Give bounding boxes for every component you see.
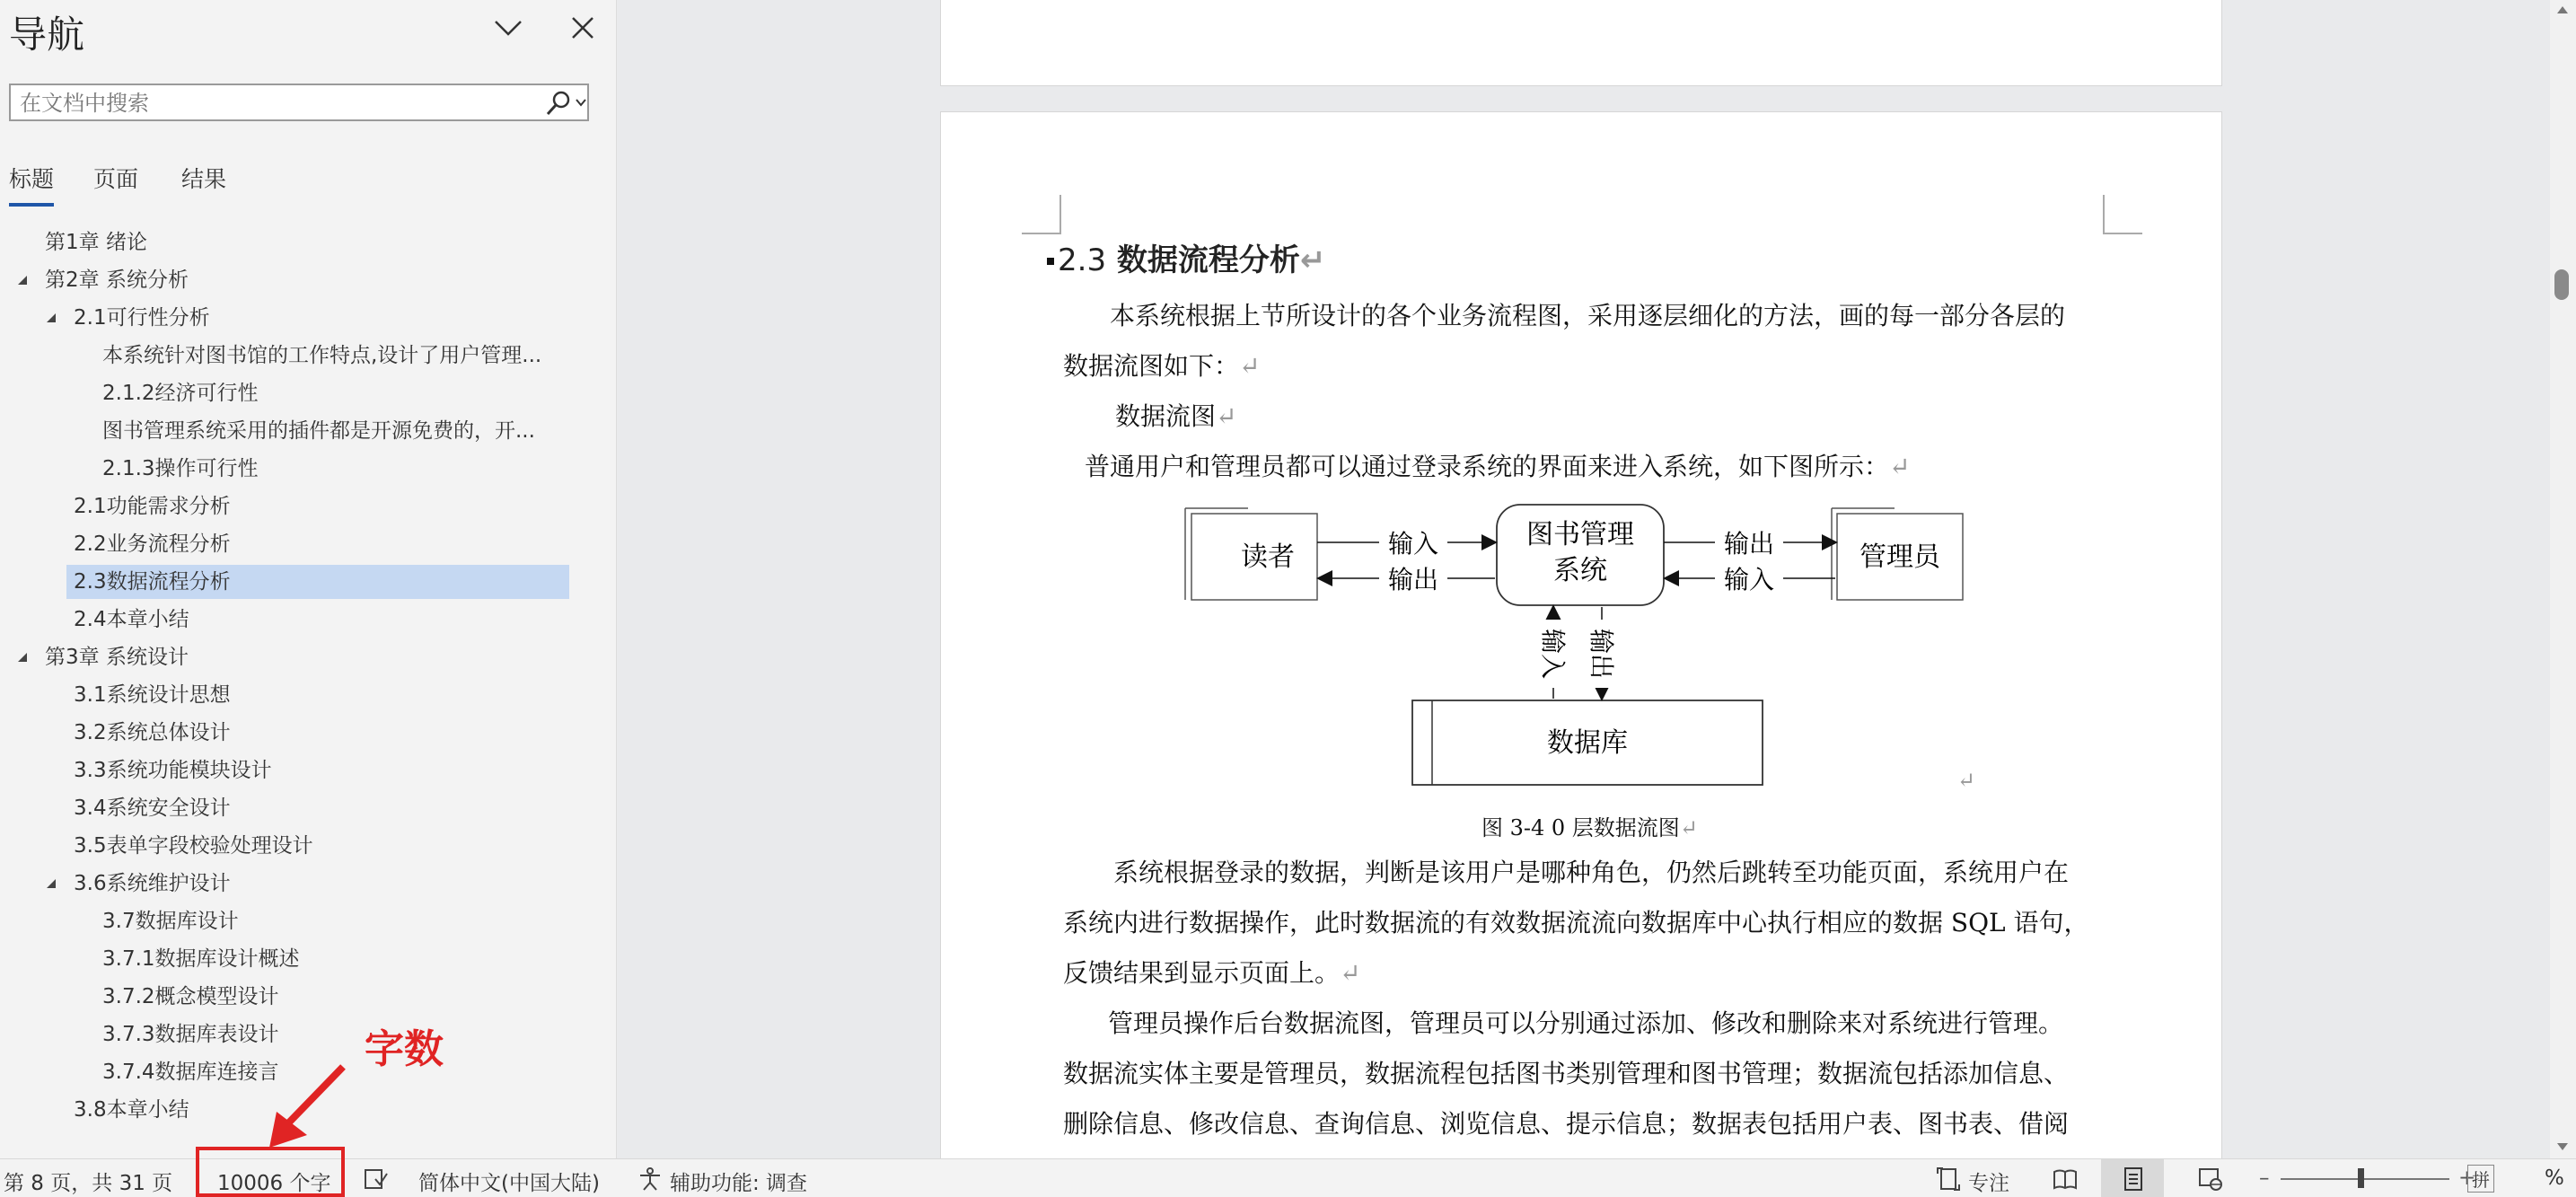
paragraph-line[interactable]: 数据流实体主要是管理员，数据流程包括图书类别管理和图书管理；数据流包括添加信息、 [1063,1059,2070,1088]
nav-heading-label: 3.3系统功能模块设计 [74,759,272,782]
nav-heading-label: 3.5表单字段校验处理设计 [74,834,313,858]
nav-title: 导航 [9,13,85,57]
nav-heading-label: 3.8本章小结 [74,1098,189,1122]
nav-heading-label: 2.1功能需求分析 [74,495,231,518]
database-label: 数据库 [1547,727,1628,759]
nav-heading-label: 本系统针对图书馆的工作特点,设计了用户管理... [102,344,542,367]
flow-label: 输出 [1387,565,1439,594]
nav-heading-item[interactable] [102,904,239,938]
ime-indicator[interactable]: 拼 [2467,1165,2494,1193]
paragraph-mark: ↵ [1299,242,1326,278]
paragraph-line[interactable]: 普通用户和管理员都可以通过登录系统的界面来进入系统，如下图所示：↵ [1085,452,1911,481]
heading-bullet [1047,258,1054,265]
nav-heading-label: 2.1可行性分析 [74,306,210,330]
nav-heading-item[interactable] [102,1017,279,1052]
scrollbar-thumb[interactable] [2554,269,2569,300]
heading-number: 2.3 [1058,242,1107,278]
chevron-down-icon[interactable] [575,96,587,109]
page-indicator[interactable]: 第 8 页，共 31 页 [4,1172,173,1195]
nav-heading-item[interactable] [45,263,189,297]
navigation-pane [0,0,617,1158]
flow-label: 输入 [1538,628,1568,680]
nav-heading-label: 3.7.2概念模型设计 [102,985,279,1008]
nav-heading-label: 3.7.3数据库表设计 [102,1023,279,1046]
nav-heading-label: 3.6系统维护设计 [74,872,231,895]
status-bar [0,1158,2576,1197]
annotation-label: 字数 [365,1026,444,1072]
previous-page [940,0,2222,86]
figure-caption[interactable]: 图 3-4 0 层数据流图↵ [1481,815,1698,841]
nav-heading-item[interactable] [102,376,259,410]
paragraph-line[interactable]: 管理员操作后台数据流图，管理员可以分别通过添加、修改和删除来对系统进行管理。 [1108,1008,2064,1038]
margin-mark [2103,195,2142,234]
read-mode-icon[interactable] [2053,1166,2078,1192]
accessibility-icon[interactable] [637,1166,663,1192]
search-icon[interactable] [544,89,573,118]
flow-label: 输入 [1387,529,1439,559]
tab-pages[interactable]: 页面 [93,166,139,192]
nav-heading-item[interactable] [74,603,189,637]
nav-heading-item[interactable] [102,452,259,486]
nav-heading-item[interactable] [102,339,541,373]
chevron-down-icon[interactable] [492,14,524,41]
nav-heading-item[interactable] [102,980,279,1014]
vertical-scrollbar[interactable] [2550,0,2576,1158]
web-layout-icon[interactable] [2198,1166,2223,1192]
collapse-triangle-icon[interactable] [45,312,57,324]
zoom-in-icon[interactable]: + [2458,1166,2476,1190]
search-field[interactable] [9,84,589,121]
nav-heading-item[interactable] [74,301,210,335]
nav-heading-label: 图书管理系统采用的插件都是开源免费的，开... [102,419,535,443]
nav-heading-label: 2.1.3操作可行性 [102,457,259,480]
nav-heading-label: 3.1系统设计思想 [74,683,231,707]
paragraph-line[interactable]: 系统根据登录的数据，判断是该用户是哪种角色，仍然后跳转至功能页面，系统用户在 [1113,858,2070,887]
nav-heading-item[interactable] [74,829,313,863]
nav-heading-label: 3.4系统安全设计 [74,797,231,820]
nav-heading-item[interactable] [45,640,189,674]
nav-heading-item[interactable] [74,678,231,712]
tab-headings[interactable]: 标题 [9,166,55,192]
active-tab-indicator [9,203,54,207]
zoom-level[interactable]: % [2545,1166,2564,1190]
zoom-slider-track[interactable] [2281,1178,2449,1180]
nav-heading-item[interactable] [74,791,231,825]
system-label-line2: 系统 [1553,555,1607,586]
scroll-down-icon[interactable] [2556,1142,2569,1151]
paragraph-line[interactable]: 系统内进行数据操作，此时数据流的有效数据流流向数据库中心执行相应的数据 SQL 语句， [1063,908,2089,937]
nav-heading-label: 2.2业务流程分析 [74,532,231,556]
print-layout-button[interactable] [2101,1159,2164,1197]
nav-heading-label: 2.3数据流程分析 [74,570,231,594]
paragraph-mark: ↵ [1956,768,1975,792]
nav-heading-item[interactable] [45,225,147,260]
flow-label: 输入 [1723,565,1775,594]
admin-label: 管理员 [1859,541,1940,573]
nav-heading-label: 3.7.4数据库连接言 [102,1061,279,1084]
nav-heading-label: 3.7.1数据库设计概述 [102,947,300,971]
margin-mark [1022,195,1061,234]
nav-heading-item[interactable] [74,753,272,788]
nav-heading-item[interactable] [74,867,231,901]
nav-heading-label: 3.2系统总体设计 [74,721,231,744]
nav-heading-label: 2.1.2经济可行性 [102,382,259,405]
annotation-highlight-box [196,1147,345,1197]
zoom-out-icon[interactable]: – [2259,1166,2270,1190]
paragraph-line[interactable]: 本系统根据上节所设计的各个业务流程图，采用逐层细化的方法，画的每一部分各层的 [1110,301,2066,330]
zoom-slider-thumb[interactable] [2358,1168,2364,1188]
flow-label: 输出 [1723,529,1775,559]
nav-heading-label: 第3章 系统设计 [45,646,189,669]
nav-heading-item[interactable] [74,716,231,750]
collapse-triangle-icon[interactable] [45,877,57,890]
nav-heading-label: 第2章 系统分析 [45,268,189,292]
data-flow-diagram[interactable] [1167,496,1975,792]
nav-heading-item[interactable] [102,1055,279,1089]
nav-heading-item[interactable] [66,565,569,599]
nav-heading-label: 3.7数据库设计 [102,910,239,933]
heading-text: 数据流程分析 [1116,242,1300,278]
focus-mode-icon[interactable] [1936,1166,1961,1192]
nav-heading-item[interactable] [74,527,231,561]
collapse-triangle-icon[interactable] [16,651,29,664]
language-indicator[interactable]: 简体中文(中国大陆) [418,1172,600,1195]
nav-heading-label: 第1章 绪论 [45,231,147,254]
proofing-icon[interactable] [363,1166,388,1192]
accessibility-status[interactable]: 辅助功能: 调查 [670,1172,808,1195]
paragraph-line[interactable]: 删除信息、修改信息、查询信息、浏览信息、提示信息；数据表包括用户表、图书表、借阅 [1063,1109,2070,1139]
nav-heading-item[interactable] [74,489,231,524]
paragraph-line[interactable]: 数据流图↵ [1115,401,1237,431]
paragraph-line[interactable]: 反馈结果到显示页面上。↵ [1063,958,1361,988]
flow-label: 输出 [1587,628,1616,680]
search-input[interactable] [18,85,533,121]
close-icon[interactable] [567,13,598,43]
word-count[interactable]: 10006 个字 [217,1172,331,1195]
scroll-up-icon[interactable] [2556,5,2569,14]
paragraph-line[interactable]: 数据流图如下：↵ [1063,351,1261,381]
nav-heading-label: 2.4本章小结 [74,608,189,631]
print-layout-icon [2121,1166,2146,1192]
collapse-triangle-icon[interactable] [16,274,29,286]
annotation-arrow-icon [260,1060,359,1149]
nav-heading-item[interactable] [102,414,535,448]
nav-heading-item[interactable] [102,942,300,976]
reader-label: 读者 [1241,541,1295,573]
tab-results[interactable]: 结果 [181,166,227,192]
system-label-line1: 图书管理 [1526,519,1634,550]
nav-heading-item[interactable] [74,1093,189,1127]
section-heading[interactable] [1058,235,1325,279]
focus-mode-label[interactable]: 专注 [1968,1172,2009,1195]
